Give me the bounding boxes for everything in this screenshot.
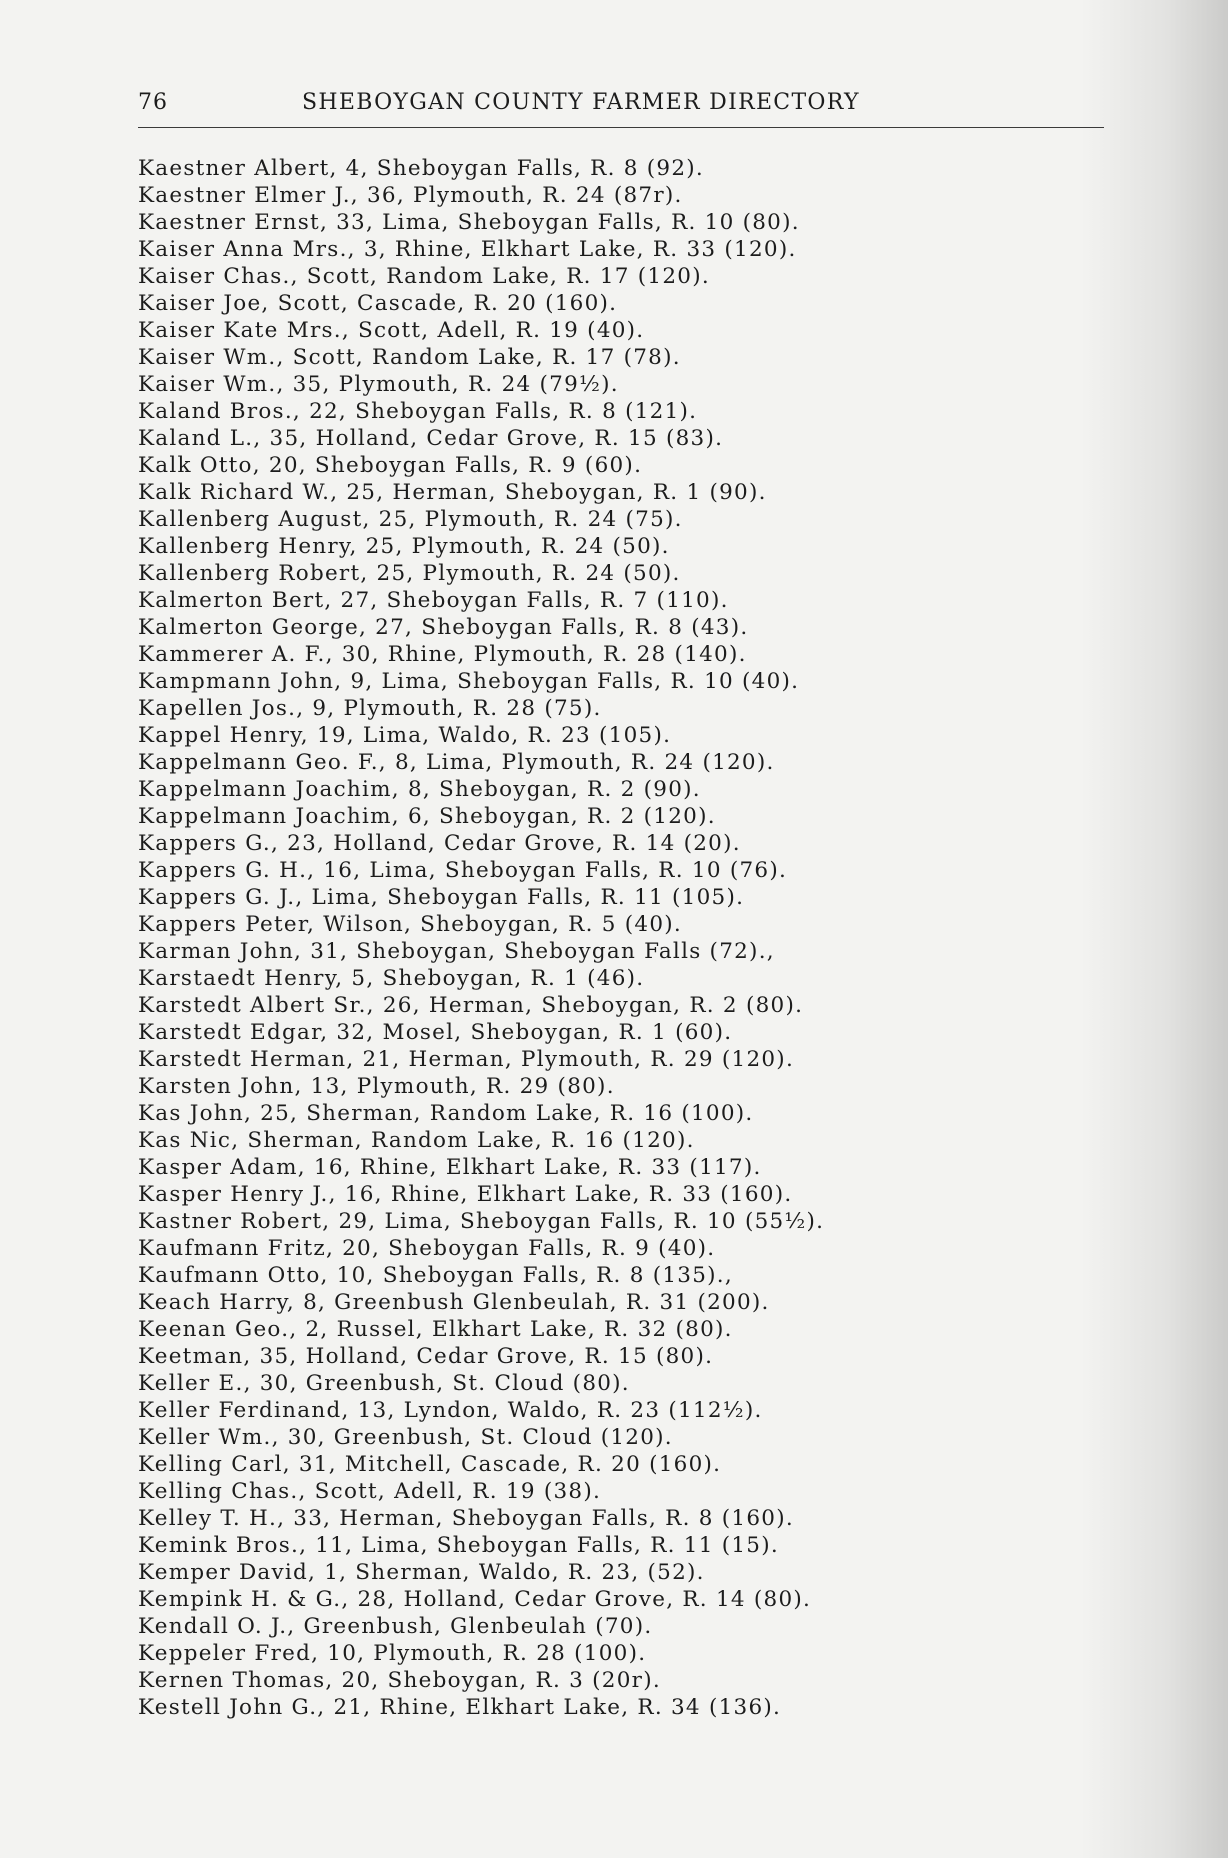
page-number: 76 [138,90,168,115]
directory-entry: Kempink H. & G., 28, Holland, Cedar Grove, R. 14 (80). [138,1587,812,1612]
directory-entry: Kappers G., 23, Holland, Cedar Grove, R. 14 (20). [138,831,741,856]
page-header [138,90,1104,122]
directory-entry: Karsten John, 13, Plymouth, R. 29 (80). [138,1074,615,1099]
directory-entry: Kendall O. J., Greenbush, Glenbeulah (70). [138,1614,653,1639]
directory-entry: Kappel Henry, 19, Lima, Waldo, R. 23 (105). [138,723,672,748]
directory-entry: Kaestner Ernst, 33, Lima, Sheboygan Falls, R. 10 (80). [138,210,800,235]
directory-entries [138,155,1118,1721]
directory-entry: Kelling Carl, 31, Mitchell, Cascade, R. 20 (160). [138,1452,722,1477]
directory-entry: Kappelmann Joachim, 8, Sheboygan, R. 2 (90). [138,777,701,802]
directory-entry: Karstaedt Henry, 5, Sheboygan, R. 1 (46). [138,966,645,991]
directory-entry: Kaiser Chas., Scott, Random Lake, R. 17 (120). [138,264,710,289]
directory-entry: Keach Harry, 8, Greenbush Glenbeulah, R. 31 (200). [138,1290,770,1315]
directory-entry: Kappers Peter, Wilson, Sheboygan, R. 5 (40). [138,912,682,937]
directory-entry: Kallenberg Robert, 25, Plymouth, R. 24 (50). [138,561,681,586]
directory-entry: Kaufmann Otto, 10, Sheboygan Falls, R. 8 (135)., [138,1263,733,1288]
directory-entry: Kaiser Joe, Scott, Cascade, R. 20 (160). [138,291,618,316]
directory-entry: Karstedt Albert Sr., 26, Herman, Sheboygan, R. 2 (80). [138,993,804,1018]
directory-entry: Kernen Thomas, 20, Sheboygan, R. 3 (20r). [138,1668,661,1693]
directory-entry: Kappers G. J., Lima, Sheboygan Falls, R. 11 (105). [138,885,745,910]
directory-entry: Kaestner Albert, 4, Sheboygan Falls, R. 8 (92). [138,156,705,181]
directory-entry: Kaiser Anna Mrs., 3, Rhine, Elkhart Lake, R. 33 (120). [138,237,797,262]
directory-entry: Keetman, 35, Holland, Cedar Grove, R. 15 (80). [138,1344,714,1369]
directory-entry: Kalmerton Bert, 27, Sheboygan Falls, R. 7 (110). [138,588,729,613]
directory-entry: Kasper Henry J., 16, Rhine, Elkhart Lake, R. 33 (160). [138,1182,793,1207]
directory-entry: Kalk Richard W., 25, Herman, Sheboygan, R. 1 (90). [138,480,767,505]
directory-entry: Kappelmann Geo. F., 8, Lima, Plymouth, R. 24 (120). [138,750,775,775]
header-rule [138,127,1104,128]
directory-entry: Kaufmann Fritz, 20, Sheboygan Falls, R. 9 (40). [138,1236,716,1261]
directory-entry: Kas Nic, Sherman, Random Lake, R. 16 (120). [138,1128,695,1153]
directory-entry: Karman John, 31, Sheboygan, Sheboygan Falls (72)., [138,939,775,964]
directory-entry: Keenan Geo., 2, Russel, Elkhart Lake, R. 32 (80). [138,1317,733,1342]
directory-entry: Kasper Adam, 16, Rhine, Elkhart Lake, R. 33 (117). [138,1155,762,1180]
directory-entry: Kas John, 25, Sherman, Random Lake, R. 16 (100). [138,1101,754,1126]
directory-entry: Keller E., 30, Greenbush, St. Cloud (80). [138,1371,630,1396]
directory-entry: Kemink Bros., 11, Lima, Sheboygan Falls, R. 11 (15). [138,1533,779,1558]
directory-entry: Karstedt Herman, 21, Herman, Plymouth, R. 29 (120). [138,1047,795,1072]
directory-entry: Keppeler Fred, 10, Plymouth, R. 28 (100). [138,1641,647,1666]
directory-entry: Kampmann John, 9, Lima, Sheboygan Falls, R. 10 (40). [138,669,800,694]
running-title: SHEBOYGAN COUNTY FARMER DIRECTORY [302,90,860,115]
directory-entry: Karstedt Edgar, 32, Mosel, Sheboygan, R. 1 (60). [138,1020,733,1045]
directory-entry: Kappelmann Joachim, 6, Sheboygan, R. 2 (120). [138,804,716,829]
directory-entry: Kaland L., 35, Holland, Cedar Grove, R. 15 (83). [138,426,724,451]
directory-entry: Kastner Robert, 29, Lima, Sheboygan Falls, R. 10 (55½). [138,1209,825,1234]
directory-entry: Kaestner Elmer J., 36, Plymouth, R. 24 (87r). [138,183,683,208]
directory-entry: Kestell John G., 21, Rhine, Elkhart Lake, R. 34 (136). [138,1695,782,1720]
directory-entry: Kelling Chas., Scott, Adell, R. 19 (38). [138,1479,602,1504]
directory-entry: Kalk Otto, 20, Sheboygan Falls, R. 9 (60). [138,453,643,478]
directory-entry: Kelley T. H., 33, Herman, Sheboygan Falls, R. 8 (160). [138,1506,794,1531]
directory-entry: Kaiser Wm., Scott, Random Lake, R. 17 (78). [138,345,681,370]
directory-entry: Kaland Bros., 22, Sheboygan Falls, R. 8 (121). [138,399,698,424]
directory-entry: Kaiser Kate Mrs., Scott, Adell, R. 19 (40). [138,318,645,343]
directory-entry: Kemper David, 1, Sherman, Waldo, R. 23, (52). [138,1560,705,1585]
directory-entry: Kallenberg August, 25, Plymouth, R. 24 (75). [138,507,683,532]
directory-entry: Kappers G. H., 16, Lima, Sheboygan Falls, R. 10 (76). [138,858,788,883]
directory-entry: Kallenberg Henry, 25, Plymouth, R. 24 (50). [138,534,670,559]
directory-entry: Kammerer A. F., 30, Rhine, Plymouth, R. 28 (140). [138,642,747,667]
directory-entry: Kapellen Jos., 9, Plymouth, R. 28 (75). [138,696,602,721]
directory-entry: Keller Wm., 30, Greenbush, St. Cloud (120). [138,1425,673,1450]
directory-entry: Kalmerton George, 27, Sheboygan Falls, R. 8 (43). [138,615,749,640]
directory-entry: Kaiser Wm., 35, Plymouth, R. 24 (79½). [138,372,619,397]
directory-entry: Keller Ferdinand, 13, Lyndon, Waldo, R. 23 (112½). [138,1398,763,1423]
